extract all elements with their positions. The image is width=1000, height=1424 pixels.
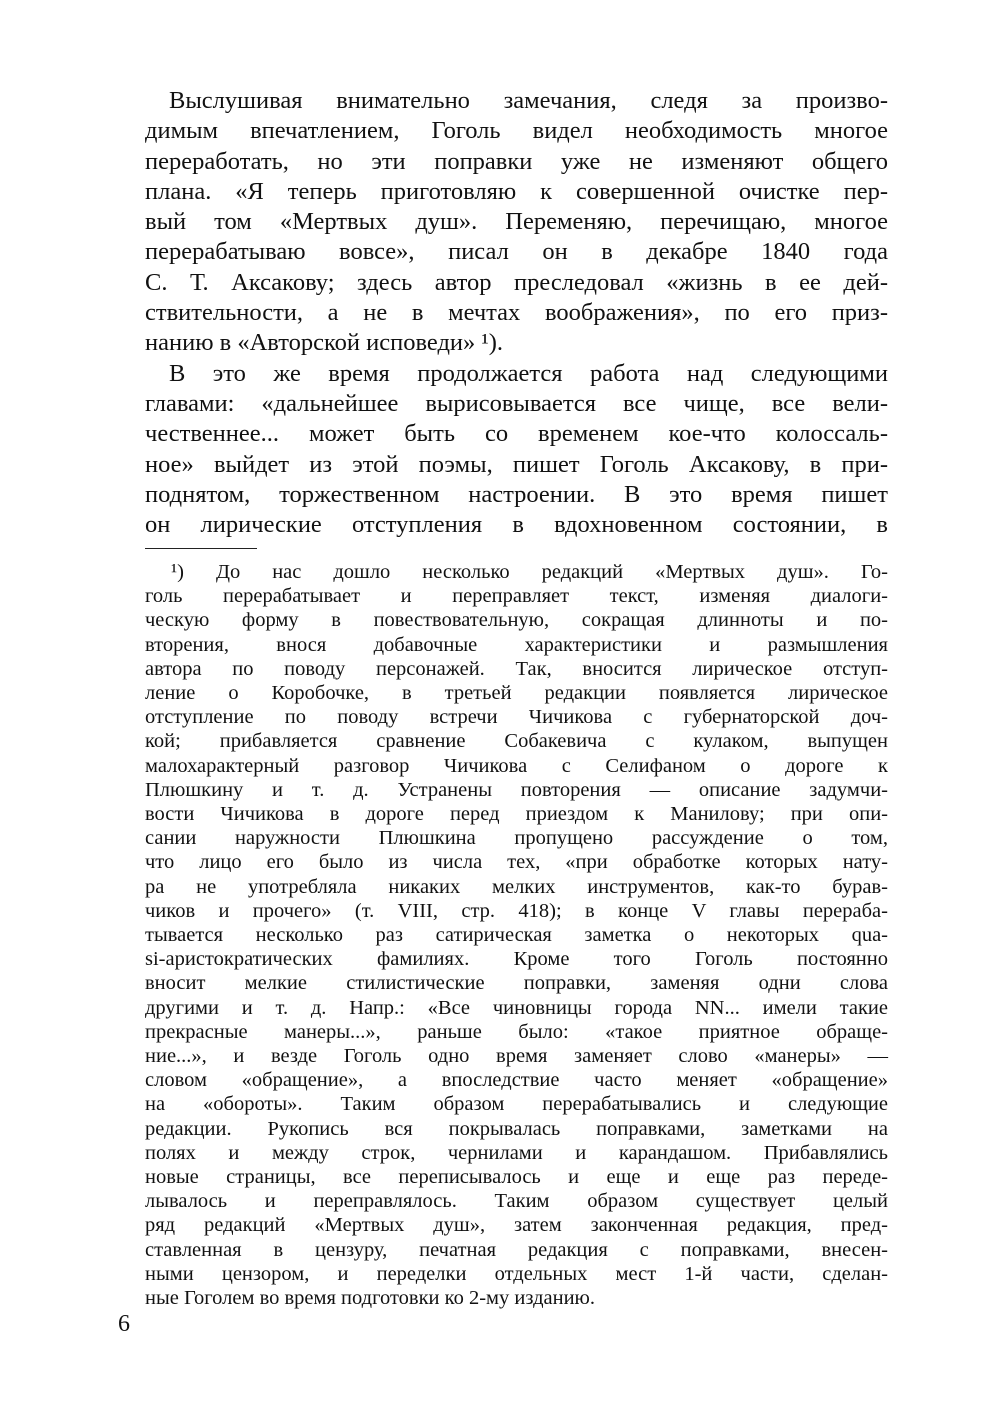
main-text-line: С. Т. Аксакову; здесь автор преследовал «жизнь в ее дей-	[145, 268, 888, 296]
footnote-line: малохарактерный разговор Чичикова с Селифаном о дороге к	[145, 754, 888, 777]
main-text-line: переработать, но эти поправки уже не изменяют общего	[145, 147, 888, 175]
main-text-line: чественнее... может быть со временем кое-что колоссаль-	[145, 420, 888, 448]
main-text	[145, 86, 888, 540]
footnote-line: голь перерабатывает и переправляет текст, изменяя диалоги-	[145, 585, 888, 608]
main-text-line: димым впечатлением, Гоголь видел необходимость многое	[145, 117, 888, 145]
footnote	[145, 560, 888, 1310]
footnote-line: ние...», и везде Гоголь одно время заменяет слово «манеры» —	[145, 1045, 888, 1068]
footnote-line: новые страницы, все переписывалось и еще и еще раз переде-	[145, 1166, 888, 1189]
main-text-line: главами: «дальнейшее вырисовывается все чище, все вели-	[145, 389, 888, 417]
footnote-line: кой; прибавляется сравнение Собакевича с кулаком, выпущен	[145, 730, 888, 753]
footnote-divider	[145, 548, 257, 549]
main-text-line: Выслушивая внимательно замечания, следя за произво-	[169, 87, 888, 114]
footnote-line: отступление по поводу встречи Чичикова с губернаторской доч-	[145, 706, 888, 729]
footnote-line: вости Чичикова в дороге перед приездом к Манилову; при опи-	[145, 803, 888, 826]
footnote-line: на «обороты». Таким образом перерабатывались и следующие	[145, 1093, 888, 1116]
main-text-line: ствительности, а не в мечтах воображения», по его приз-	[145, 299, 888, 327]
page-number: 6	[118, 1311, 130, 1337]
footnote-line: ра не употребляла никаких мелких инструментов, как-то бурав-	[145, 875, 888, 898]
footnote-line: лывалось и переправлялось. Таким образом существует целый	[145, 1190, 888, 1213]
footnote-line: сании наружности Плюшкина пропущено рассуждение о том,	[145, 827, 888, 850]
main-text-line: перерабатываю вовсе», писал он в декабре 1840 года	[145, 238, 888, 266]
main-text-line: вый том «Мертвых душ». Переменяю, перечищаю, многое	[145, 208, 888, 236]
footnote-line: ряд редакций «Мертвых душ», затем законченная редакция, пред-	[145, 1214, 888, 1237]
footnote-line: автора по поводу персонажей. Так, вносится лирическое отступ-	[145, 657, 888, 680]
main-text-line: нанию в «Авторской исповеди» ¹).	[145, 329, 504, 357]
main-text-line: он лирические отступления в вдохновенном состоянии, в	[145, 511, 888, 539]
footnote-line: Плюшкину и т. д. Устранены повторения — описание задумчи-	[145, 778, 888, 801]
footnote-line: тывается несколько раз сатирическая заметка о некоторых qua-	[145, 924, 888, 947]
footnote-line: ление о Коробочке, в третьей редакции появляется лирическое	[145, 682, 888, 705]
footnote-line: ными цензором, и переделки отдельных мест 1-й части, сделан-	[145, 1262, 888, 1285]
footnote-line: ¹) До нас дошло несколько редакций «Мертвых душ». Го-	[171, 561, 888, 583]
footnote-line: чиков и прочего» (т. VIII, стр. 418); в конце V главы перераба-	[145, 899, 888, 922]
footnote-line: редакции. Рукопись вся покрывалась поправками, заметками на	[145, 1117, 888, 1140]
footnote-line: другими и т. д. Напр.: «Все чиновницы города NN... имели такие	[145, 996, 888, 1019]
main-text-line: поднятом, торжественном настроении. В это время пишет	[145, 480, 888, 508]
footnote-line: вносит мелкие стилистические поправки, заменяя одни слова	[145, 972, 888, 995]
footnote-line: полях и между строк, чернилами и карандашом. Прибавлялись	[145, 1141, 888, 1164]
main-text-line: плана. «Я теперь приготовляю к совершенной очистке пер-	[145, 177, 888, 205]
main-text-line: ное» выйдет из этой поэмы, пишет Гоголь Аксакову, в при-	[145, 450, 888, 478]
footnote-line: ставленная в цензуру, печатная редакция с поправками, внесен-	[145, 1238, 888, 1261]
footnote-line: ческую форму в повествовательную, сокращая длинноты и по-	[145, 609, 888, 632]
footnote-line: что лицо его было из числа тех, «при обработке которых нату-	[145, 851, 888, 874]
footnote-line: прекрасные манеры...», раньше было: «такое приятное обраще-	[145, 1020, 888, 1043]
footnote-line: вторения, внося добавочные характеристики и размышления	[145, 633, 888, 656]
footnote-line: ные Гоголем во время подготовки ко 2-му изданию.	[145, 1287, 595, 1310]
main-text-line: В это же время продолжается работа над следующими	[169, 359, 888, 387]
footnote-line: словом «обращение», а впоследствие часто меняет «обращение»	[145, 1069, 888, 1092]
footnote-line: si-аристократических фамилиях. Кроме того Гоголь постоянно	[145, 948, 888, 971]
